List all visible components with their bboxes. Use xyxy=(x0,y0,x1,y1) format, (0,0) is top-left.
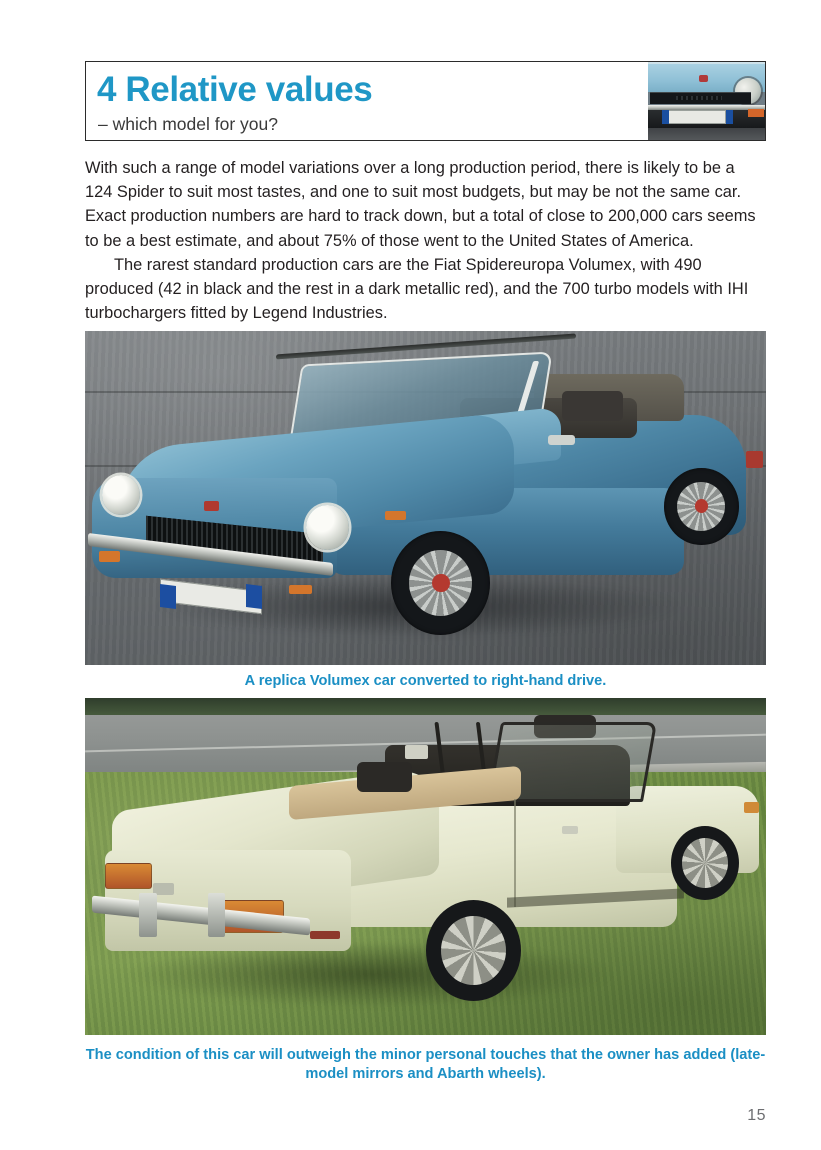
indicator-lamp xyxy=(99,551,121,562)
side-repeater-lamp xyxy=(385,511,407,520)
door-shut-line xyxy=(514,799,516,907)
bumper-overrider xyxy=(208,893,226,937)
tail-light xyxy=(746,451,762,468)
tail-light-upper xyxy=(105,863,151,889)
side-marker-lamp xyxy=(744,802,759,812)
bumper-overrider xyxy=(139,893,157,937)
figure-image-blue-spider xyxy=(85,331,766,665)
thumbnail-plate-band-right xyxy=(726,110,733,123)
chapter-subtitle: – which model for you? xyxy=(98,114,278,134)
seat-headrest xyxy=(562,391,623,421)
door-mirror xyxy=(405,745,428,758)
headlamp-right xyxy=(306,505,348,550)
thumbnail-number-plate xyxy=(668,110,727,123)
seat-headrest xyxy=(357,762,411,792)
door-mirror xyxy=(548,435,575,445)
thumbnail-indicator-lamp xyxy=(748,109,764,117)
headlamp-left xyxy=(102,475,140,515)
body-text xyxy=(85,156,759,325)
front-wheel xyxy=(671,826,739,900)
thumbnail-badge xyxy=(699,75,708,82)
figure-image-cream-spider xyxy=(85,698,766,1035)
header-thumbnail-image xyxy=(648,62,765,140)
bonnet-badge xyxy=(204,501,219,511)
chapter-header-box xyxy=(85,61,766,141)
paragraph-two: The rarest standard production cars are the Fiat Spidereuropa Volumex, with 490 produced (42 in black and the rest in a dark metallic red), and the 700 turbo models with IHI turbochargers fitted by Legend Industries. xyxy=(85,255,749,323)
paragraph-one: With such a range of model variations over a long production period, there is likely to be a 124 Spider to suit most tastes, and one to suit most budgets, but may be not the same car. Exact production numbers are hard to track down, but a total of close to 200,000 cars seems to be a best estimate, and about 75% of those went to the United States of America. xyxy=(85,159,756,250)
page-title: 4 Relative values xyxy=(97,70,373,109)
thumbnail-plate-band-left xyxy=(662,110,669,123)
indicator-lamp xyxy=(289,585,312,594)
thumbnail-grille xyxy=(650,92,751,105)
front-wheel xyxy=(391,531,490,635)
figure-caption-two: The condition of this car will outweigh the minor personal touches that the owner has added (late-model mirrors and Abarth wheels). xyxy=(85,1047,766,1082)
door-handle xyxy=(562,826,578,834)
thumbnail-ground xyxy=(648,128,765,140)
number-plate-band-left xyxy=(160,584,176,609)
side-reflector xyxy=(310,931,341,939)
background-hedge xyxy=(85,698,766,715)
rear-wheel xyxy=(664,468,739,545)
figure-caption-one: A replica Volumex car converted to right-hand drive. xyxy=(244,673,607,689)
page-number: 15 xyxy=(747,1107,766,1124)
chapter-header-text xyxy=(86,62,372,140)
number-plate-band-right xyxy=(246,584,262,609)
rear-wheel xyxy=(426,900,521,1001)
